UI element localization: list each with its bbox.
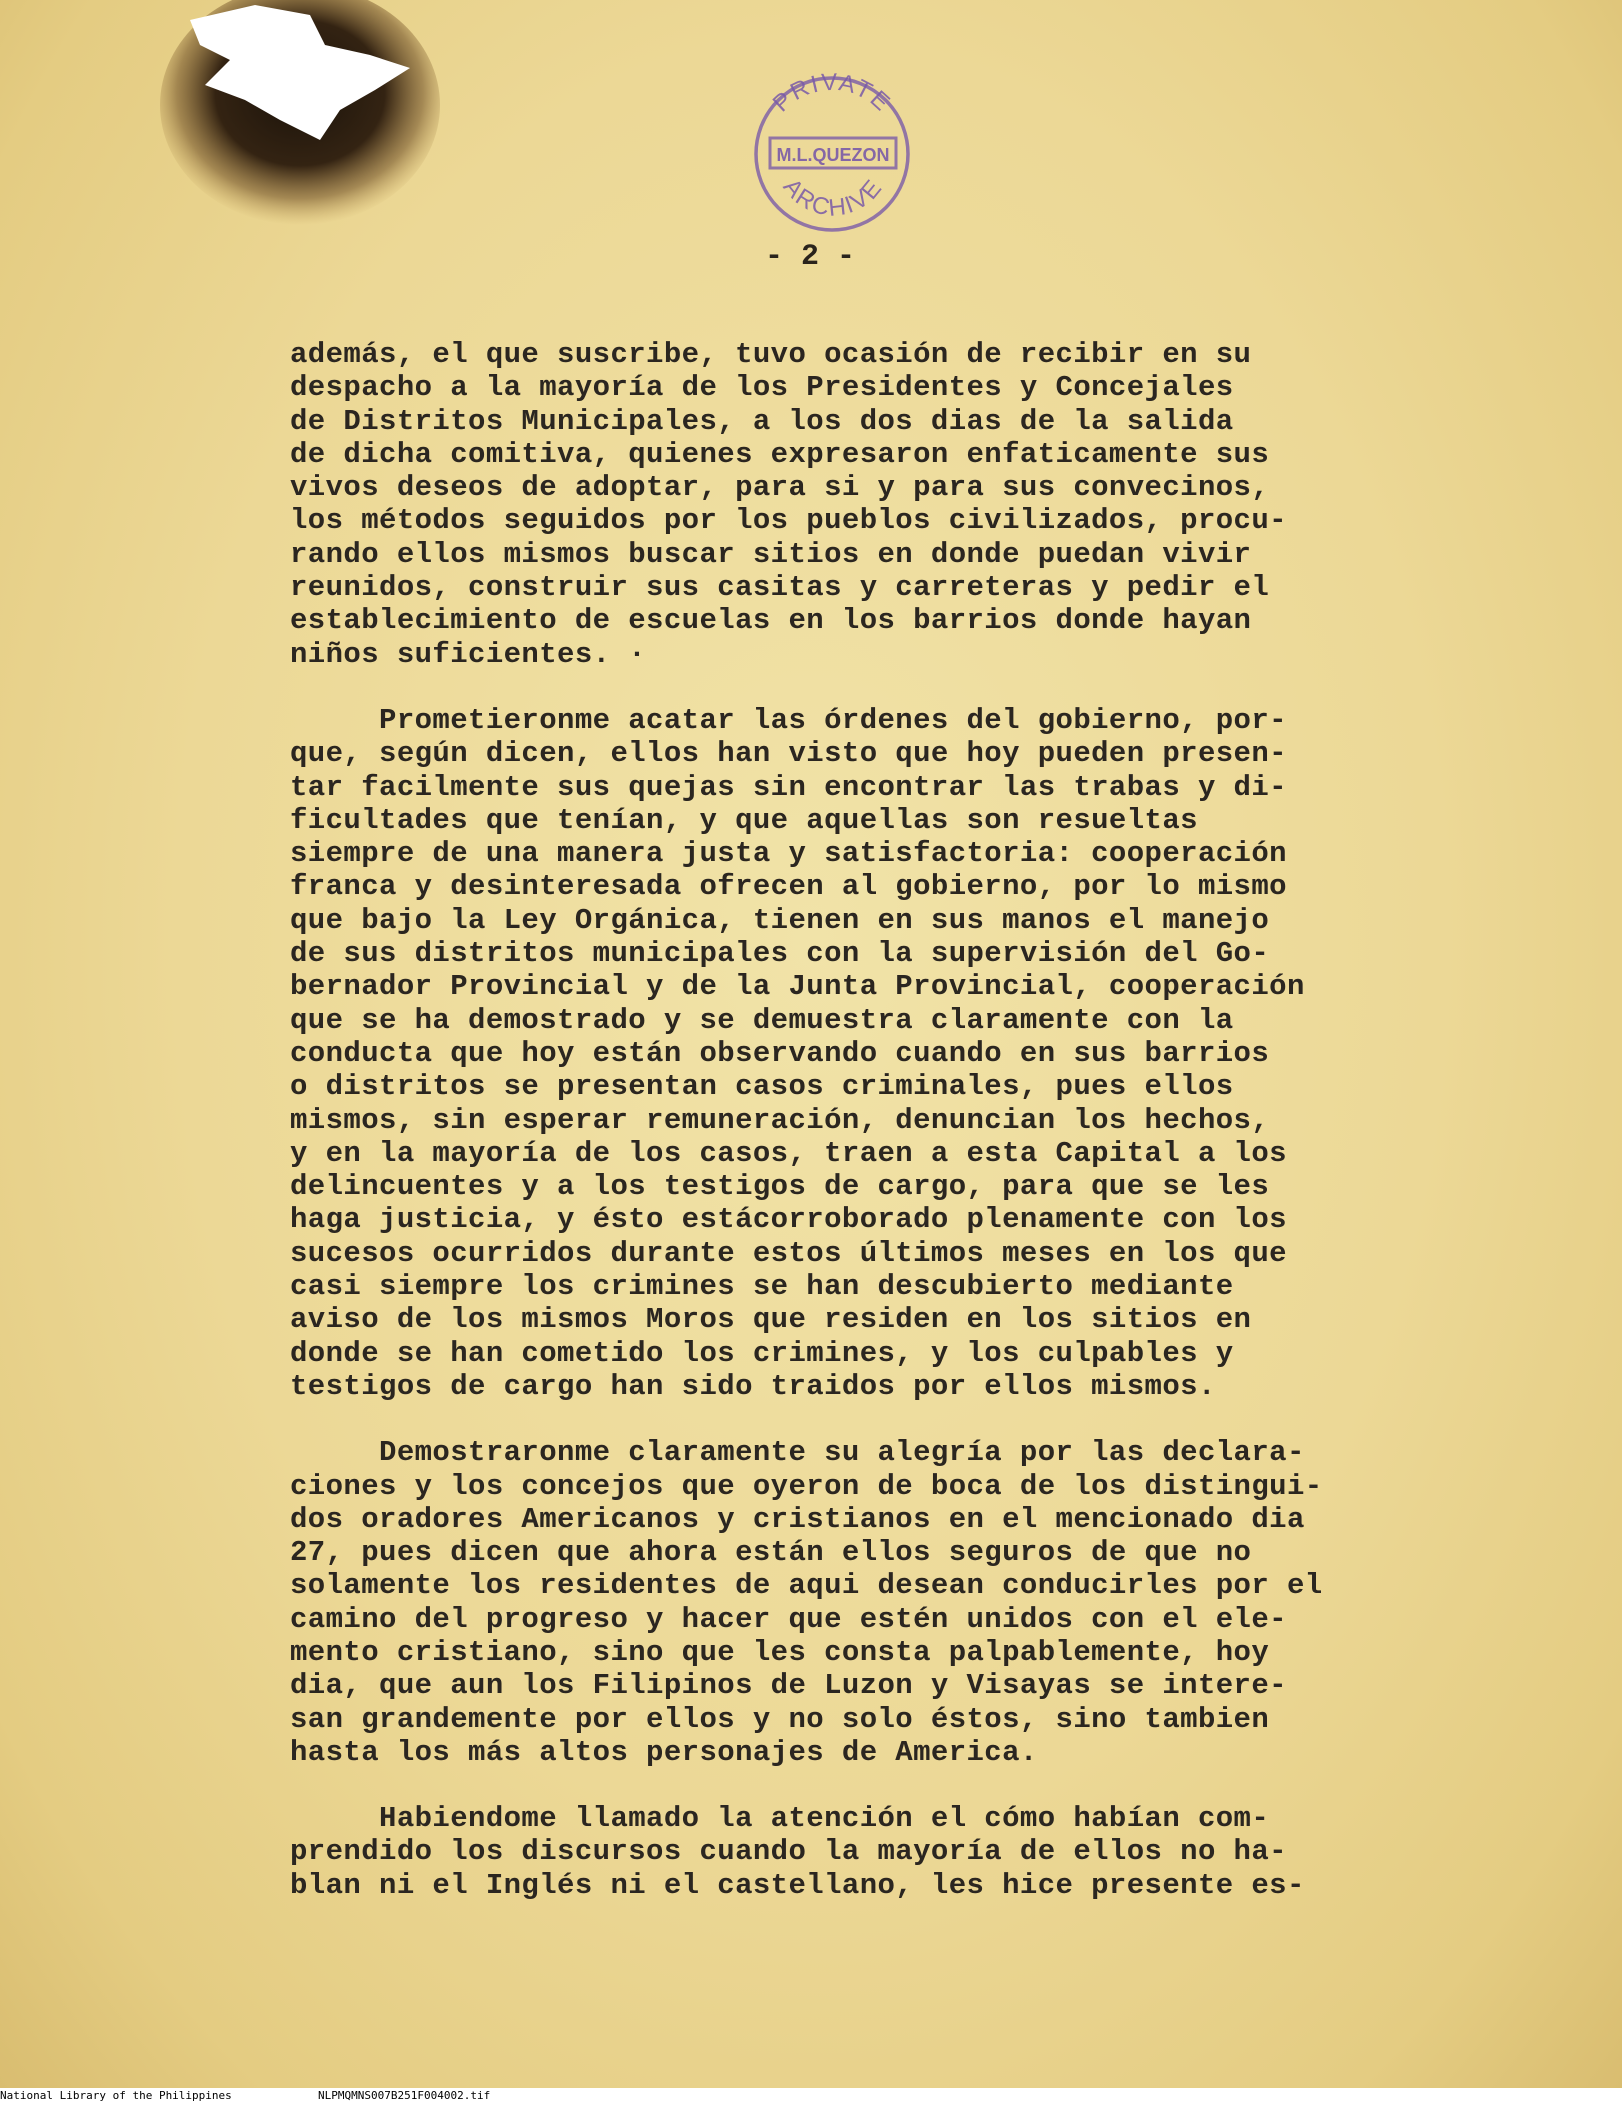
footer-library-name: National Library of the Philippines: [0, 2089, 232, 2102]
text-line: hasta los más altos personajes de America.: [290, 1735, 1038, 1769]
text-line: los métodos seguidos por los pueblos civilizados, procu-: [290, 504, 1287, 538]
text-line: que bajo la Ley Orgánica, tienen en sus manos el manejo: [290, 903, 1270, 937]
text-line: o distritos se presentan casos criminales, pues ellos: [290, 1070, 1234, 1104]
text-line: mento cristiano, sino que les consta palpablemente, hoy: [290, 1635, 1270, 1669]
text-line: de dicha comitiva, quienes expresaron enfaticamente sus: [290, 437, 1270, 471]
text-line: san grandemente por ellos y no solo éstos, sino tambien: [290, 1702, 1270, 1736]
svg-text:PRIVATE: [768, 69, 896, 118]
text-line: conducta que hoy están observando cuando en sus barrios: [290, 1036, 1270, 1070]
text-line: que se ha demostrado y se demuestra claramente con la: [290, 1003, 1234, 1037]
paragraph: [290, 1436, 1510, 1769]
text-line: prendido los discursos cuando la mayoría de ellos no ha-: [290, 1835, 1287, 1869]
text-line: mismos, sin esperar remuneración, denuncian los hechos,: [290, 1103, 1270, 1137]
archive-stamp: [740, 58, 920, 238]
stamp-center-text: M.L.QUEZON: [776, 145, 890, 165]
text-line: que, según dicen, ellos han visto que hoy pueden presen-: [290, 737, 1287, 771]
text-line: despacho a la mayoría de los Presidentes y Concejales: [290, 371, 1234, 405]
text-line: testigos de cargo han sido traidos por ellos mismos.: [290, 1369, 1216, 1403]
text-line: casi siempre los crimines se han descubierto mediante: [290, 1270, 1234, 1304]
text-line: vivos deseos de adoptar, para si y para sus convecinos,: [290, 471, 1270, 505]
text-line: de Distritos Municipales, a los dos dias de la salida: [290, 404, 1234, 438]
text-line: aviso de los mismos Moros que residen en los sitios en: [290, 1303, 1252, 1337]
text-line: ficultades que tenían, y que aquellas son resueltas: [290, 803, 1198, 837]
text-line: de sus distritos municipales con la supervisión del Go-: [290, 937, 1270, 971]
text-line: 27, pues dicen que ahora están ellos seguros de que no: [290, 1536, 1252, 1570]
text-line: siempre de una manera justa y satisfactoria: cooperación: [290, 837, 1287, 871]
paragraph: [290, 704, 1510, 1403]
footer-filename: NLPMQMNS007B251F004002.tif: [318, 2089, 491, 2102]
text-line: delincuentes y a los testigos de cargo, para que se les: [290, 1170, 1270, 1204]
footer-bar: [0, 2088, 1622, 2103]
text-line: bernador Provincial y de la Junta Provincial, cooperación: [290, 970, 1305, 1004]
text-line: Prometieronme acatar las órdenes del gobierno, por-: [290, 703, 1287, 737]
text-line: camino del progreso y hacer que estén unidos con el ele-: [290, 1602, 1287, 1636]
stamp-bottom-text: ARCHIVE: [777, 173, 889, 222]
text-line: dia, que aun los Filipinos de Luzon y Visayas se intere-: [290, 1669, 1287, 1703]
text-line: dos oradores Americanos y cristianos en el mencionado dia: [290, 1502, 1305, 1536]
text-line: y en la mayoría de los casos, traen a esta Capital a los: [290, 1136, 1287, 1170]
text-line: sucesos ocurridos durante estos últimos meses en los que: [290, 1236, 1287, 1270]
text-line: reunidos, construir sus casitas y carreteras y pedir el: [290, 571, 1270, 605]
stamp-top-text: PRIVATE: [767, 68, 897, 118]
text-line: haga justicia, y ésto estácorroborado plenamente con los: [290, 1203, 1287, 1237]
text-line: donde se han cometido los crimines, y los culpables y: [290, 1336, 1234, 1370]
document-body: [290, 338, 1510, 1935]
paragraph: [290, 1802, 1510, 1902]
text-line: además, el que suscribe, tuvo ocasión de recibir en su: [290, 338, 1252, 371]
svg-text:ARCHIVE: [778, 174, 889, 222]
text-line: niños suficientes. ·: [290, 637, 647, 671]
text-line: Demostraronme claramente su alegría por las declara-: [290, 1436, 1305, 1470]
text-line: ciones y los concejos que oyeron de boca de los distingui-: [290, 1469, 1323, 1503]
text-line: Habiendome llamado la atención el cómo habían com-: [290, 1802, 1270, 1836]
text-line: solamente los residentes de aqui desean conducirles por el: [290, 1569, 1323, 1603]
burn-hole: [160, 0, 460, 240]
text-line: tar facilmente sus quejas sin encontrar las trabas y di-: [290, 770, 1287, 804]
text-line: establecimiento de escuelas en los barrios donde hayan: [290, 604, 1252, 638]
text-line: rando ellos mismos buscar sitios en donde puedan vivir: [290, 537, 1252, 571]
text-line: franca y desinteresada ofrecen al gobierno, por lo mismo: [290, 870, 1287, 904]
page-number: - 2 -: [764, 240, 855, 274]
text-line: blan ni el Inglés ni el castellano, les hice presente es-: [290, 1868, 1305, 1902]
paragraph: [290, 338, 1510, 671]
